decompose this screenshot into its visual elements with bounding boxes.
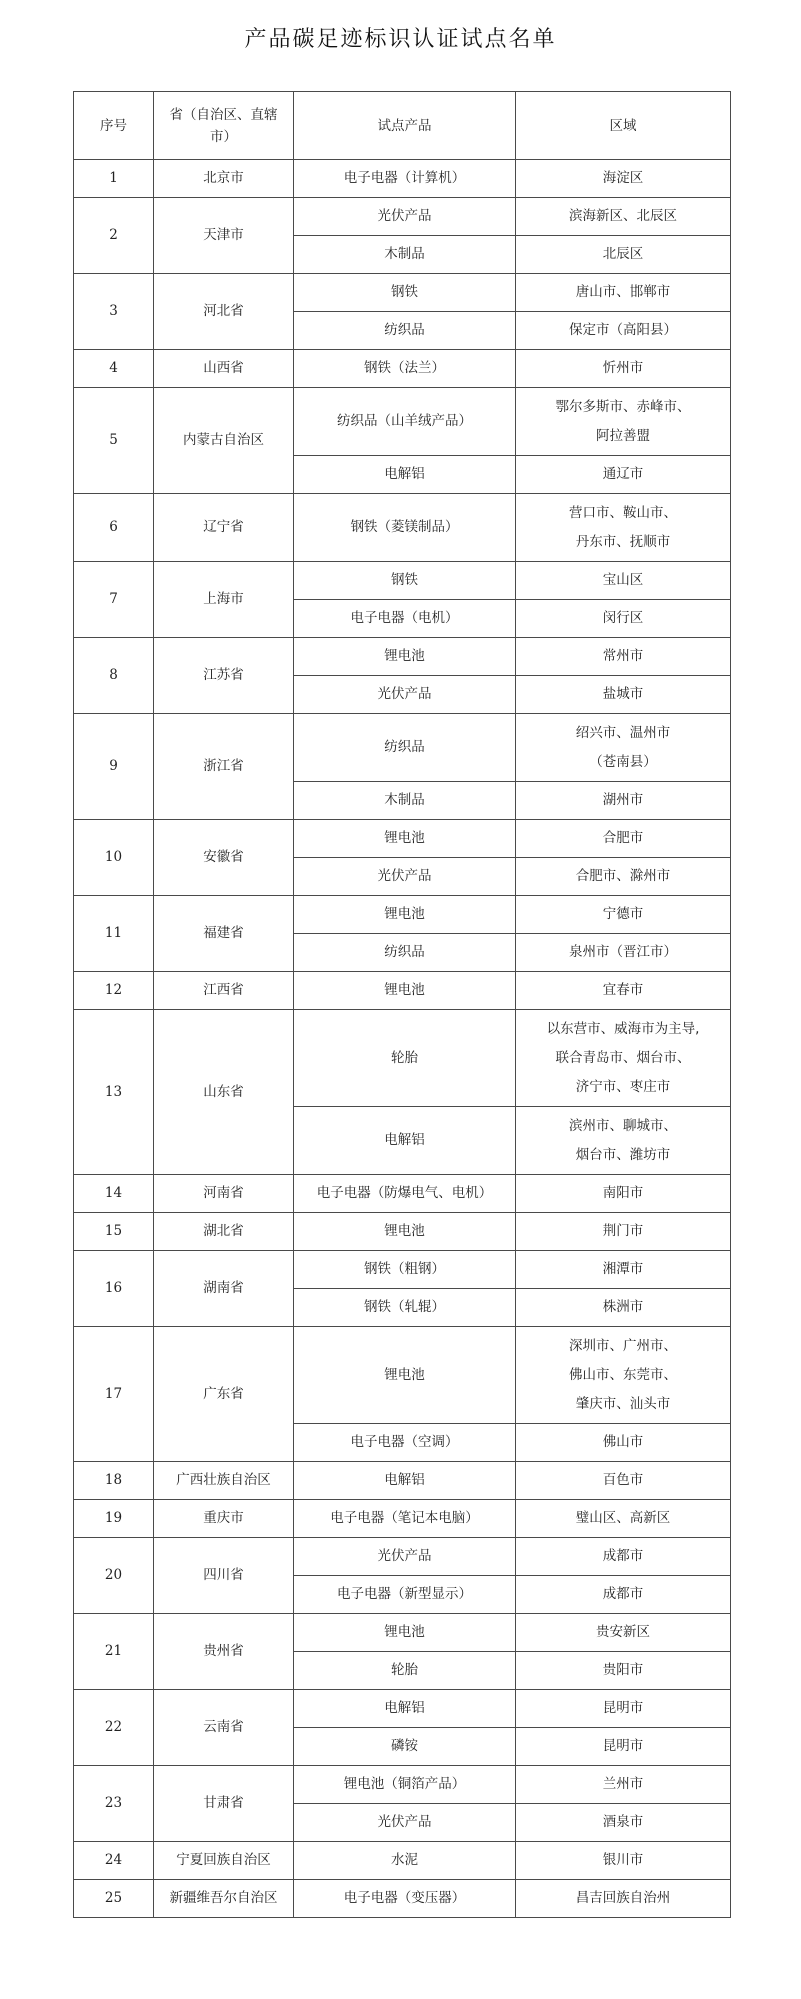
header-product: 试点产品 (294, 92, 516, 160)
header-province-line: 市） (210, 128, 237, 145)
table-row (74, 1766, 731, 1804)
product-cell: 电子电器（防爆电气、电机） (294, 1175, 516, 1213)
region-cell (516, 1652, 731, 1690)
table-header-row (74, 92, 731, 160)
province-cell: 内蒙古自治区 (154, 388, 294, 494)
region-line: 佛山市 (602, 1434, 644, 1450)
table-row (74, 1251, 731, 1289)
region-cell (516, 1690, 731, 1728)
region-line: 贵安新区 (596, 1624, 650, 1640)
product-cell: 锂电池 (294, 1614, 516, 1652)
region-line: 烟台市、潍坊市 (575, 1146, 671, 1163)
row-number: 13 (74, 1010, 154, 1175)
region-line: 宁德市 (602, 906, 644, 922)
product-cell: 光伏产品 (294, 676, 516, 714)
product-cell: 纺织品 (294, 934, 516, 972)
region-cell (516, 1842, 731, 1880)
product-cell: 光伏产品 (294, 858, 516, 896)
region-line: 鄂尔多斯市、赤峰市、 (555, 398, 691, 415)
product-cell: 轮胎 (294, 1010, 516, 1107)
product-cell: 钢铁（轧辊） (294, 1289, 516, 1327)
region-cell (516, 350, 731, 388)
region-line: 滨州市、聊城市、 (569, 1117, 677, 1134)
region-line: 酒泉市 (602, 1814, 644, 1830)
province-cell: 河南省 (154, 1175, 294, 1213)
region-cell (516, 1576, 731, 1614)
region-cell (516, 312, 731, 350)
product-cell: 钢铁（法兰） (294, 350, 516, 388)
province-cell: 北京市 (154, 160, 294, 198)
region-line: 海淀区 (602, 170, 644, 186)
region-cell (516, 494, 731, 562)
region-cell (516, 1107, 731, 1175)
row-number: 11 (74, 896, 154, 972)
product-cell: 电解铝 (294, 456, 516, 494)
region-line: 阿拉善盟 (596, 427, 650, 444)
row-number: 17 (74, 1327, 154, 1462)
region-line: 昌吉回族自治州 (575, 1890, 671, 1906)
table-row (74, 1010, 731, 1107)
row-number: 20 (74, 1538, 154, 1614)
region-cell (516, 638, 731, 676)
region-line: 湘潭市 (602, 1261, 644, 1277)
province-cell: 天津市 (154, 198, 294, 274)
product-cell: 光伏产品 (294, 1538, 516, 1576)
region-line: 北辰区 (602, 246, 644, 262)
province-cell: 广西壮族自治区 (154, 1462, 294, 1500)
region-cell (516, 676, 731, 714)
header-province (154, 92, 294, 160)
region-cell (516, 1175, 731, 1213)
table-row (74, 896, 731, 934)
province-cell: 广东省 (154, 1327, 294, 1462)
region-line: 泉州市（晋江市） (569, 944, 677, 960)
product-cell: 锂电池 (294, 1327, 516, 1424)
row-number: 9 (74, 714, 154, 820)
province-cell: 江苏省 (154, 638, 294, 714)
region-line: 肇庆市、汕头市 (575, 1395, 671, 1412)
region-line: 常州市 (602, 648, 644, 664)
region-line: 唐山市、邯郸市 (575, 284, 671, 300)
header-no: 序号 (74, 92, 154, 160)
region-line: 通辽市 (602, 466, 644, 482)
province-cell: 贵州省 (154, 1614, 294, 1690)
province-cell: 安徽省 (154, 820, 294, 896)
region-cell (516, 714, 731, 782)
region-line: 璧山区、高新区 (575, 1510, 671, 1526)
region-cell (516, 600, 731, 638)
region-line: 闵行区 (602, 610, 644, 626)
header-region: 区域 (516, 92, 731, 160)
header-province-line: 省（自治区、直辖 (169, 106, 278, 123)
table-row (74, 1500, 731, 1538)
region-line: 贵阳市 (602, 1662, 644, 1678)
region-line: 株洲市 (602, 1299, 644, 1315)
region-line: 银川市 (602, 1852, 644, 1868)
table-row (74, 198, 731, 236)
product-cell: 电子电器（空调） (294, 1424, 516, 1462)
product-cell: 电解铝 (294, 1462, 516, 1500)
table-row (74, 350, 731, 388)
region-cell (516, 456, 731, 494)
product-cell: 光伏产品 (294, 1804, 516, 1842)
product-cell: 锂电池 (294, 820, 516, 858)
product-cell: 电子电器（变压器） (294, 1880, 516, 1918)
region-line: 以东营市、威海市为主导, (546, 1020, 700, 1037)
row-number: 24 (74, 1842, 154, 1880)
province-cell: 云南省 (154, 1690, 294, 1766)
province-cell: 湖北省 (154, 1213, 294, 1251)
province-cell: 山西省 (154, 350, 294, 388)
row-number: 6 (74, 494, 154, 562)
region-cell (516, 160, 731, 198)
region-line: 湖州市 (602, 792, 644, 808)
region-cell (516, 1327, 731, 1424)
region-line: 营口市、鞍山市、 (569, 504, 677, 521)
table-row (74, 1880, 731, 1918)
product-cell: 磷铵 (294, 1728, 516, 1766)
product-cell: 钢铁 (294, 562, 516, 600)
page-title: 产品碳足迹标识认证试点名单 (244, 27, 557, 52)
region-cell (516, 972, 731, 1010)
region-cell (516, 934, 731, 972)
region-line: 济宁市、枣庄市 (575, 1078, 671, 1095)
region-cell (516, 1614, 731, 1652)
region-line: 忻州市 (602, 360, 644, 376)
row-number: 5 (74, 388, 154, 494)
table-row (74, 494, 731, 562)
region-cell (516, 1424, 731, 1462)
province-cell: 湖南省 (154, 1251, 294, 1327)
table-row (74, 1327, 731, 1424)
product-cell: 电解铝 (294, 1690, 516, 1728)
product-cell: 木制品 (294, 782, 516, 820)
product-cell: 纺织品 (294, 714, 516, 782)
region-cell (516, 198, 731, 236)
region-cell (516, 1462, 731, 1500)
region-cell (516, 1251, 731, 1289)
region-line: 佛山市、东莞市、 (569, 1366, 677, 1383)
province-cell: 四川省 (154, 1538, 294, 1614)
product-cell: 纺织品（山羊绒产品） (294, 388, 516, 456)
table-row (74, 1842, 731, 1880)
region-cell (516, 236, 731, 274)
region-cell (516, 1728, 731, 1766)
region-cell (516, 562, 731, 600)
product-cell: 电子电器（笔记本电脑） (294, 1500, 516, 1538)
region-line: 昆明市 (602, 1700, 644, 1716)
region-line: 南阳市 (602, 1185, 644, 1201)
table-row (74, 638, 731, 676)
row-number: 2 (74, 198, 154, 274)
province-cell: 山东省 (154, 1010, 294, 1175)
product-cell: 钢铁 (294, 274, 516, 312)
region-line: 滨海新区、北辰区 (569, 208, 677, 224)
row-number: 18 (74, 1462, 154, 1500)
region-line: 宜春市 (602, 982, 644, 998)
row-number: 16 (74, 1251, 154, 1327)
product-cell: 电子电器（计算机） (294, 160, 516, 198)
region-line: 成都市 (602, 1548, 644, 1564)
province-cell: 辽宁省 (154, 494, 294, 562)
region-line: 宝山区 (602, 572, 644, 588)
region-line: 昆明市 (602, 1738, 644, 1754)
region-cell (516, 820, 731, 858)
region-line: 保定市（高阳县） (569, 322, 677, 338)
row-number: 25 (74, 1880, 154, 1918)
region-line: 绍兴市、温州市 (575, 724, 671, 741)
product-cell: 钢铁（粗钢） (294, 1251, 516, 1289)
region-line: 深圳市、广州市、 (569, 1337, 677, 1354)
row-number: 15 (74, 1213, 154, 1251)
table-row (74, 1175, 731, 1213)
table-row (74, 1690, 731, 1728)
region-cell (516, 388, 731, 456)
table-row (74, 160, 731, 198)
province-cell: 重庆市 (154, 1500, 294, 1538)
province-cell: 福建省 (154, 896, 294, 972)
region-cell (516, 1538, 731, 1576)
pilot-list-table (73, 91, 731, 1918)
product-cell: 锂电池 (294, 1213, 516, 1251)
row-number: 14 (74, 1175, 154, 1213)
row-number: 12 (74, 972, 154, 1010)
region-cell (516, 1010, 731, 1107)
region-line: 合肥市 (602, 830, 644, 846)
province-cell: 宁夏回族自治区 (154, 1842, 294, 1880)
table-row (74, 1538, 731, 1576)
region-cell (516, 1804, 731, 1842)
region-line: 兰州市 (602, 1776, 644, 1792)
table-row (74, 562, 731, 600)
province-cell: 甘肃省 (154, 1766, 294, 1842)
province-cell: 河北省 (154, 274, 294, 350)
table-row (74, 1213, 731, 1251)
region-cell (516, 858, 731, 896)
table-row (74, 274, 731, 312)
row-number: 3 (74, 274, 154, 350)
product-cell: 电解铝 (294, 1107, 516, 1175)
region-cell (516, 782, 731, 820)
product-cell: 锂电池 (294, 638, 516, 676)
table-row (74, 1614, 731, 1652)
region-cell (516, 896, 731, 934)
row-number: 8 (74, 638, 154, 714)
region-cell (516, 274, 731, 312)
region-cell (516, 1289, 731, 1327)
product-cell: 轮胎 (294, 1652, 516, 1690)
province-cell: 新疆维吾尔自治区 (154, 1880, 294, 1918)
product-cell: 电子电器（新型显示） (294, 1576, 516, 1614)
product-cell: 电子电器（电机） (294, 600, 516, 638)
table-row (74, 820, 731, 858)
row-number: 10 (74, 820, 154, 896)
table-row (74, 972, 731, 1010)
region-line: 联合青岛市、烟台市、 (555, 1049, 691, 1066)
product-cell: 锂电池 (294, 896, 516, 934)
row-number: 7 (74, 562, 154, 638)
region-line: 合肥市、滁州市 (575, 868, 671, 884)
product-cell: 纺织品 (294, 312, 516, 350)
region-line: 盐城市 (602, 686, 644, 702)
product-cell: 钢铁（菱镁制品） (294, 494, 516, 562)
row-number: 19 (74, 1500, 154, 1538)
row-number: 22 (74, 1690, 154, 1766)
province-cell: 浙江省 (154, 714, 294, 820)
province-cell: 江西省 (154, 972, 294, 1010)
region-line: 荆门市 (602, 1223, 644, 1239)
region-line: 百色市 (602, 1472, 644, 1488)
product-cell: 光伏产品 (294, 198, 516, 236)
table-row (74, 388, 731, 456)
product-cell: 锂电池（铜箔产品） (294, 1766, 516, 1804)
region-cell (516, 1213, 731, 1251)
region-line: 成都市 (602, 1586, 644, 1602)
region-line: 丹东市、抚顺市 (575, 533, 671, 550)
row-number: 4 (74, 350, 154, 388)
row-number: 23 (74, 1766, 154, 1842)
table-row (74, 714, 731, 782)
region-cell (516, 1766, 731, 1804)
region-cell (516, 1500, 731, 1538)
row-number: 1 (74, 160, 154, 198)
product-cell: 锂电池 (294, 972, 516, 1010)
product-cell: 木制品 (294, 236, 516, 274)
row-number: 21 (74, 1614, 154, 1690)
table-body (74, 160, 731, 1918)
product-cell: 水泥 (294, 1842, 516, 1880)
region-line: （苍南县） (589, 753, 657, 770)
province-cell: 上海市 (154, 562, 294, 638)
region-cell (516, 1880, 731, 1918)
table-row (74, 1462, 731, 1500)
